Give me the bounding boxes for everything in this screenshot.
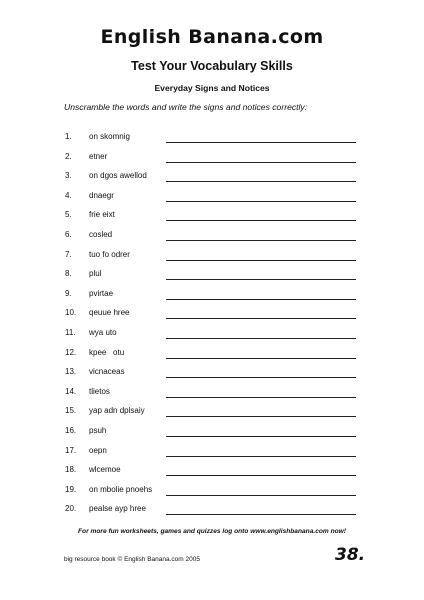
answer-line xyxy=(166,299,356,300)
item-number: 8. xyxy=(65,269,72,279)
list-item xyxy=(65,465,358,479)
scrambled-word: cosled xyxy=(89,230,113,239)
item-number: 6. xyxy=(65,230,72,239)
scrambled-word: plul xyxy=(89,269,102,279)
list-item xyxy=(65,426,358,440)
scrambled-word: tlietos xyxy=(89,386,110,396)
scrambled-word: on dgos awellod xyxy=(89,171,147,181)
scrambled-word: wya uto xyxy=(89,328,117,337)
list-item xyxy=(65,485,358,499)
scrambled-word: psuh xyxy=(89,426,107,435)
answer-line xyxy=(166,436,356,437)
scrambled-word: etner xyxy=(89,151,108,161)
list-item xyxy=(65,406,358,420)
copyright-credit: big resource book © English Banana.com 2005 xyxy=(64,556,200,563)
list-item xyxy=(65,230,358,244)
item-number: 12. xyxy=(65,347,77,357)
answer-line xyxy=(166,397,356,398)
answer-line xyxy=(166,416,356,417)
item-number: 2. xyxy=(65,151,72,161)
scrambled-word: on mbolie pnoehs xyxy=(89,484,153,494)
answer-line xyxy=(166,377,356,378)
page-subtitle: Everyday Signs and Notices xyxy=(154,83,270,93)
instructions: Unscramble the words and write the signs and notices correctly: xyxy=(64,102,308,112)
answer-line xyxy=(166,318,356,319)
list-item xyxy=(65,269,358,283)
brand-logo: English Banana.com xyxy=(100,26,324,48)
list-item xyxy=(65,387,358,401)
answer-line xyxy=(166,456,356,457)
list-item xyxy=(65,504,358,518)
item-number: 19. xyxy=(65,484,77,494)
page-title: Test Your Vocabulary Skills xyxy=(131,59,293,73)
page-number: 38. xyxy=(335,545,366,565)
item-number: 20. xyxy=(65,504,77,514)
item-number: 17. xyxy=(65,445,77,455)
list-item xyxy=(65,289,358,303)
scrambled-word: dnaegr xyxy=(89,190,114,200)
item-number: 18. xyxy=(65,465,77,475)
scrambled-word: qeuue hree xyxy=(89,308,130,318)
answer-line xyxy=(166,475,356,476)
scrambled-word: tuo fo odrer xyxy=(89,249,130,259)
item-number: 16. xyxy=(65,426,77,435)
scrambled-word: vicnaceas xyxy=(89,367,125,377)
scrambled-word: oepn xyxy=(89,445,107,455)
item-number: 10. xyxy=(65,308,77,318)
item-number: 14. xyxy=(65,386,77,396)
footer-note: For more fun worksheets, games and quizzes log onto www.englishbanana.com now! xyxy=(78,528,346,535)
scrambled-word: pealse ayp hree xyxy=(89,504,146,514)
list-item xyxy=(65,250,358,264)
item-number: 13. xyxy=(65,367,77,377)
answer-line xyxy=(166,142,356,143)
list-item xyxy=(65,348,358,362)
answer-line xyxy=(166,514,356,515)
scrambled-word: yap adn dplsaiy xyxy=(89,406,145,416)
item-number: 15. xyxy=(65,406,77,416)
list-item xyxy=(65,308,358,322)
list-item xyxy=(65,152,358,166)
item-number: 1. xyxy=(65,132,72,141)
scrambled-word: on skomnig xyxy=(89,132,130,141)
scrambled-word: pvirtae xyxy=(89,288,114,298)
scrambled-word: frie eixt xyxy=(89,210,115,220)
item-number: 3. xyxy=(65,171,72,181)
item-number: 7. xyxy=(65,249,72,259)
list-item xyxy=(65,132,358,146)
answer-line xyxy=(166,220,356,221)
list-item xyxy=(65,210,358,224)
list-item xyxy=(65,171,358,185)
answer-line xyxy=(166,279,356,280)
answer-line xyxy=(166,495,356,496)
answer-line xyxy=(166,358,356,359)
item-number: 9. xyxy=(65,288,72,298)
scrambled-word: wlcemoe xyxy=(89,465,121,475)
item-number: 11. xyxy=(65,328,76,337)
answer-line xyxy=(166,260,356,261)
scrambled-word: kpee otu xyxy=(89,347,125,357)
list-item xyxy=(65,328,358,342)
answer-line xyxy=(166,181,356,182)
answer-line xyxy=(166,338,356,339)
answer-line xyxy=(166,201,356,202)
list-item xyxy=(65,191,358,205)
answer-line xyxy=(166,162,356,163)
item-number: 4. xyxy=(65,190,72,200)
list-item xyxy=(65,367,358,381)
answer-line xyxy=(166,240,356,241)
item-number: 5. xyxy=(65,210,72,220)
list-item xyxy=(65,446,358,460)
